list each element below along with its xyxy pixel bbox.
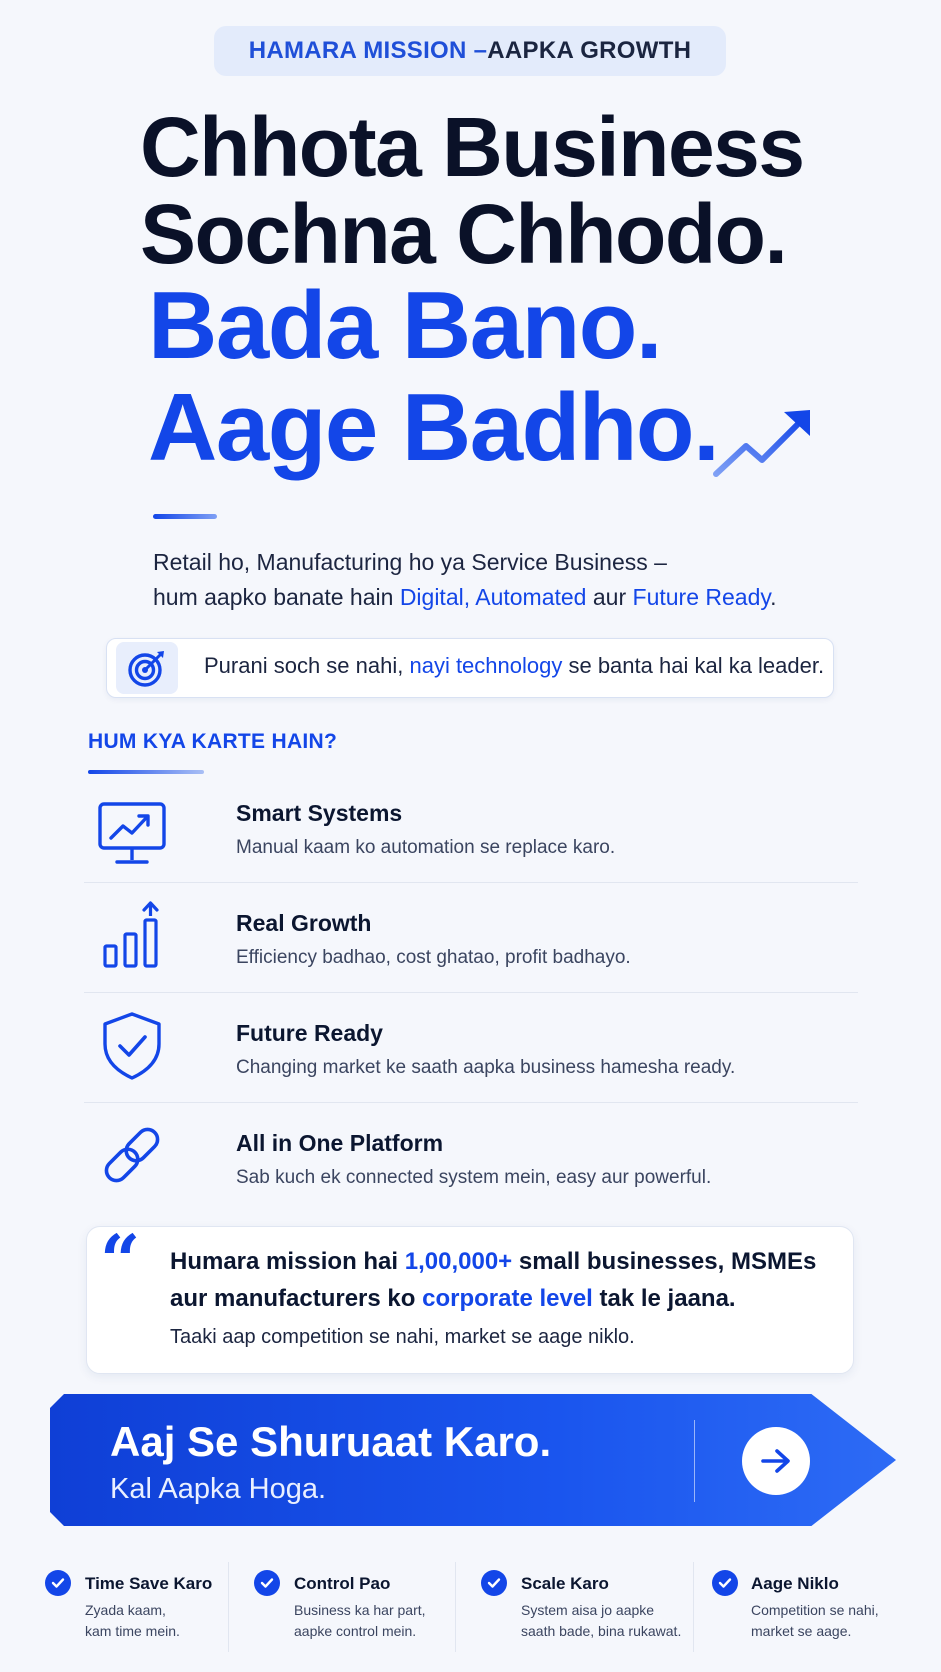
- benefit-title-time-save: Time Save Karo: [85, 1574, 213, 1593]
- quote-line3: Taaki aap competition se nahi, market se aage niklo.: [170, 1326, 635, 1348]
- cta-arrow-button[interactable]: [742, 1427, 810, 1495]
- intro-highlight-future: Future Ready: [632, 584, 771, 610]
- benefit-title-scale: Scale Karo: [521, 1574, 609, 1593]
- mission-badge: [214, 26, 726, 76]
- section-underline: [88, 770, 204, 774]
- quote-line1-pre: Humara mission hai: [170, 1248, 405, 1275]
- link-icon: [92, 1119, 172, 1191]
- intro-line2: [153, 580, 777, 615]
- benefit-desc-control: [294, 1600, 426, 1642]
- quote-line2-pre: aur manufacturers ko: [170, 1285, 423, 1312]
- headline-line4: Aage Badho.: [148, 374, 719, 481]
- feature-title-real-growth: Real Growth: [236, 910, 372, 936]
- benefit-title-control: Control Pao: [294, 1574, 391, 1593]
- benefit-desc-line: Business ka har part,: [294, 1602, 426, 1618]
- arrow-right-icon: [759, 1446, 793, 1476]
- benefit-desc-line: System aisa jo aapke: [521, 1602, 655, 1618]
- benefit-desc-aage-niklo: [751, 1600, 879, 1642]
- feature-desc-real-growth: Efficiency badhao, cost ghatao, profit badhayo.: [236, 947, 631, 968]
- benefit-separator: [228, 1562, 229, 1652]
- check-circle-icon: [254, 1570, 280, 1596]
- benefit-desc-time-save: [85, 1600, 180, 1642]
- benefit-desc-line: Zyada kaam,: [85, 1602, 166, 1618]
- feature-title-smart-systems: Smart Systems: [236, 800, 403, 826]
- check-circle-icon: [45, 1570, 71, 1596]
- feature-title-all-in-one: All in One Platform: [236, 1130, 444, 1156]
- benefit-desc-line: kam time mein.: [85, 1623, 180, 1639]
- quote-line2: [170, 1285, 736, 1313]
- bar-growth-icon: [92, 900, 172, 972]
- cta-subtitle: Kal Aapka Hoga.: [110, 1473, 327, 1505]
- check-circle-icon: [481, 1570, 507, 1596]
- quote-line2-post: tak le jaana.: [592, 1285, 736, 1312]
- trend-arrow-icon: [712, 406, 816, 478]
- benefit-desc-line: saath bade, bina rukawat.: [521, 1623, 682, 1639]
- cta-title: Aaj Se Shuruaat Karo.: [110, 1418, 552, 1465]
- feature-divider: [84, 1102, 858, 1103]
- intro-line1: Retail ho, Manufacturing ho ya Service Business –: [153, 549, 667, 575]
- benefit-desc-scale: [521, 1600, 681, 1642]
- quote-line1: [170, 1248, 816, 1276]
- tagline-text: [204, 653, 824, 679]
- intro-line2-end: .: [770, 584, 777, 610]
- tagline-highlight: nayi technology: [409, 653, 563, 678]
- headline-line1: Chhota Business: [140, 100, 804, 194]
- feature-desc-future-ready: Changing market ke saath aapka business hamesha ready.: [236, 1057, 736, 1078]
- section-title: HUM KYA KARTE HAIN?: [88, 730, 338, 753]
- tagline-post: se banta hai kal ka leader.: [562, 653, 825, 678]
- benefit-desc-line: Competition se nahi,: [751, 1602, 879, 1618]
- intro-highlight-digital: Digital, Automated: [399, 584, 587, 610]
- feature-desc-smart-systems: Manual kaam ko automation se replace karo.: [236, 837, 616, 858]
- cta-divider: [694, 1420, 695, 1502]
- benefit-separator: [455, 1562, 456, 1652]
- headline-line3: Bada Bano.: [148, 272, 662, 379]
- tagline-pre: Purani soch se nahi,: [204, 653, 410, 678]
- headline-underline: [153, 514, 217, 519]
- benefit-title-aage-niklo: Aage Niklo: [751, 1574, 839, 1593]
- quote-highlight-corporate: corporate level: [422, 1285, 593, 1312]
- badge-part1: HAMARA MISSION –: [248, 37, 488, 64]
- quote-highlight-count: 1,00,000+: [404, 1248, 513, 1275]
- target-icon: [116, 642, 178, 694]
- benefit-separator: [693, 1562, 694, 1652]
- feature-divider: [84, 992, 858, 993]
- intro-text: [153, 545, 777, 615]
- headline-line2: Sochna Chhodo.: [140, 187, 787, 281]
- check-circle-icon: [712, 1570, 738, 1596]
- quote-mark-icon: “: [100, 1219, 141, 1302]
- benefit-desc-line: aapke control mein.: [294, 1623, 417, 1639]
- quote-line1-post: small businesses, MSMEs: [512, 1248, 817, 1275]
- badge-part2: AAPKA GROWTH: [487, 37, 692, 64]
- shield-check-icon: [92, 1010, 172, 1082]
- monitor-chart-icon: [92, 799, 172, 871]
- intro-line2-pre: hum aapko banate hain: [153, 584, 400, 610]
- feature-desc-all-in-one: Sab kuch ek connected system mein, easy aur powerful.: [236, 1167, 712, 1188]
- intro-line2-mid: aur: [586, 584, 633, 610]
- feature-title-future-ready: Future Ready: [236, 1020, 383, 1046]
- feature-divider: [84, 882, 858, 883]
- benefit-desc-line: market se aage.: [751, 1623, 852, 1639]
